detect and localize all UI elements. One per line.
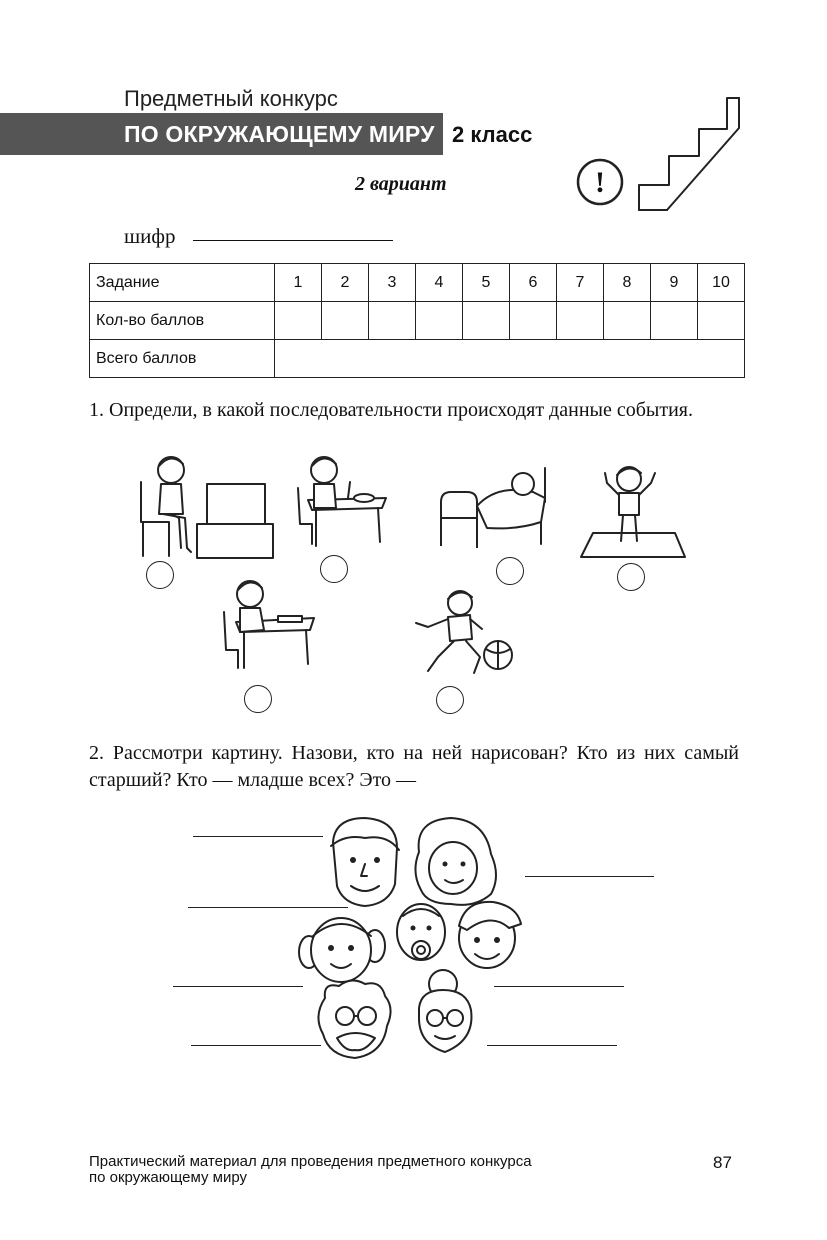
order-answer-circle[interactable]: [496, 557, 524, 585]
order-answer-circle[interactable]: [320, 555, 348, 583]
exclamation-glyph: !: [595, 166, 605, 199]
points-cell[interactable]: [698, 302, 745, 340]
total-cell[interactable]: [275, 340, 745, 378]
boy-eating-illustration: [294, 452, 389, 547]
task-number: 5: [463, 264, 510, 302]
question-2-text: 2. Рассмотри картину. Назови, кто на ней нарисован? Кто из них самый старший? Кто — младше всех? Это —: [89, 742, 739, 791]
grandmother-face: [419, 970, 471, 1052]
task-number: 6: [510, 264, 557, 302]
family-faces-illustration: [295, 812, 525, 1087]
boy-homework-illustration: [220, 576, 320, 671]
task-number: 1: [275, 264, 322, 302]
sister-face: [299, 918, 385, 982]
order-answer-circle[interactable]: [436, 686, 464, 714]
brother-face: [459, 902, 521, 968]
footer-text: [89, 1154, 532, 1186]
code-label: шифр: [124, 224, 176, 248]
task-number: 8: [604, 264, 651, 302]
order-answer-circle[interactable]: [617, 563, 645, 591]
boy-playing-football-illustration: [410, 587, 520, 682]
grade-label: 2 класс: [452, 122, 533, 147]
baby-face: [397, 904, 445, 960]
task-number: 2: [322, 264, 369, 302]
boy-exercising-illustration: [577, 461, 687, 561]
order-answer-circle[interactable]: [146, 561, 174, 589]
points-cell[interactable]: [275, 302, 322, 340]
task-number: 10: [698, 264, 745, 302]
points-cell[interactable]: [416, 302, 463, 340]
task-row-label: Задание: [90, 264, 275, 302]
points-row: [90, 302, 745, 340]
footer-line-2: по окружающему миру: [89, 1169, 248, 1186]
task-row: [90, 264, 745, 302]
subject-banner-text: ПО ОКРУЖАЮЩЕМУ МИРУ: [124, 121, 435, 147]
boy-watching-tv-illustration: [133, 452, 278, 562]
task-number: 9: [651, 264, 698, 302]
code-input-line[interactable]: [193, 240, 393, 241]
task-number: 3: [369, 264, 416, 302]
father-face: [331, 818, 399, 906]
contest-subtitle: Предметный конкурс: [124, 86, 338, 111]
grandfather-face: [318, 980, 390, 1058]
question-1-text: 1. Определи, в какой последовательности происходят данные события.: [89, 399, 693, 421]
points-cell[interactable]: [322, 302, 369, 340]
variant-label: 2 вариант: [355, 173, 447, 195]
footer-line-1: Практический материал для проведения предметного конкурса: [89, 1153, 532, 1170]
points-cell[interactable]: [604, 302, 651, 340]
score-table: [89, 263, 745, 378]
answer-line-mother[interactable]: [525, 876, 654, 877]
stairs-exclamation-icon: [575, 86, 745, 216]
points-cell[interactable]: [557, 302, 604, 340]
subject-banner: [0, 113, 443, 155]
boy-sleeping-illustration: [437, 462, 552, 552]
points-row-label: Кол-во баллов: [90, 302, 275, 340]
answer-line-baby[interactable]: [173, 986, 303, 987]
total-row-label: Всего баллов: [90, 340, 275, 378]
task-number: 4: [416, 264, 463, 302]
total-row: [90, 340, 745, 378]
points-cell[interactable]: [651, 302, 698, 340]
mother-face: [415, 818, 496, 905]
task-number: 7: [557, 264, 604, 302]
order-answer-circle[interactable]: [244, 685, 272, 713]
points-cell[interactable]: [369, 302, 416, 340]
page-number: 87: [713, 1153, 732, 1172]
points-cell[interactable]: [463, 302, 510, 340]
points-cell[interactable]: [510, 302, 557, 340]
